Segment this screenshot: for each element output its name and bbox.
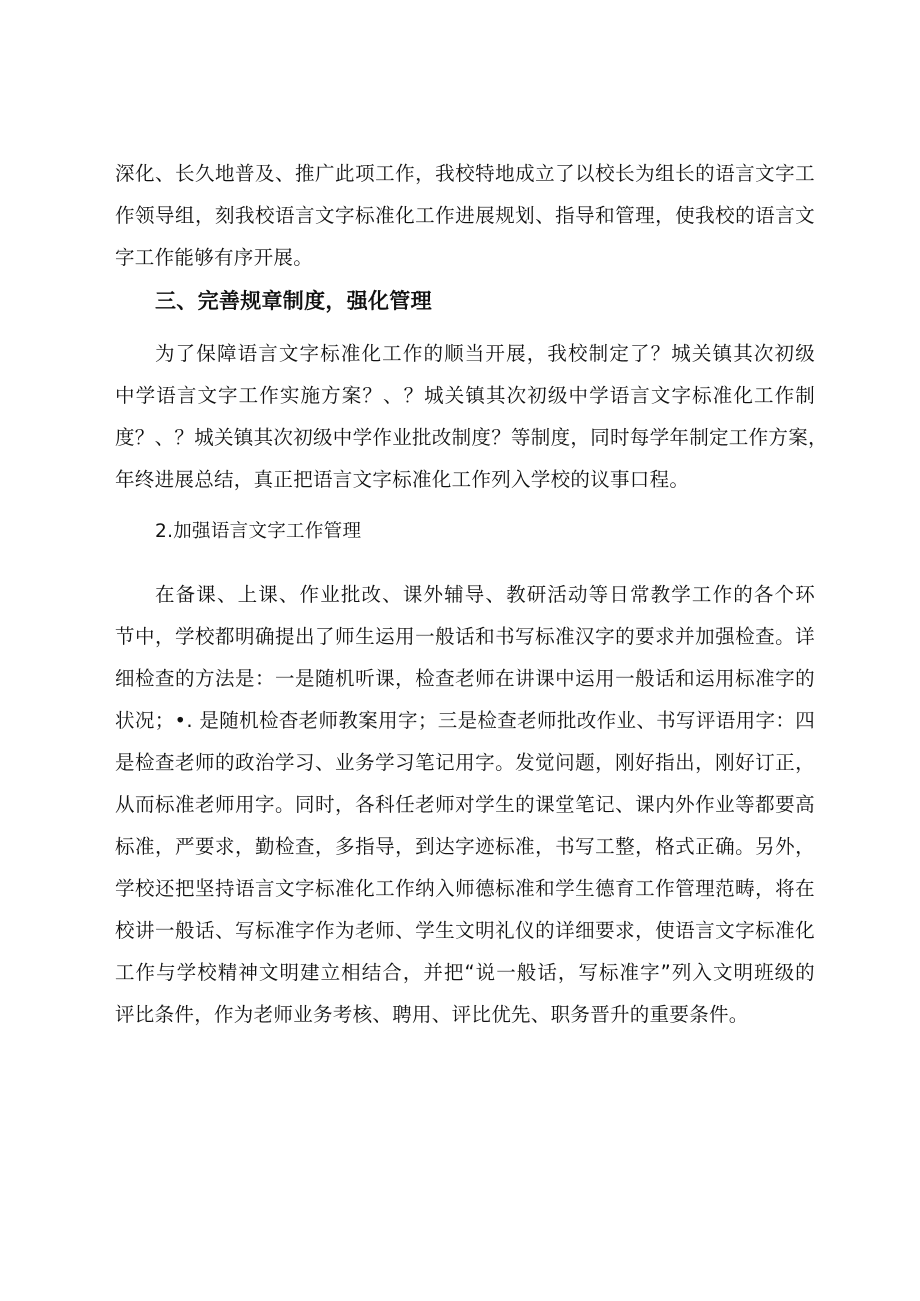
para3-line-5: 是检查老师的政治学习、业务学习笔记用字。发觉问题，刚好指出，刚好订正，	[115, 751, 815, 774]
para2-line-4: 年终进展总结，真正把语言文字标准化工作列入学校的议事口程。	[115, 468, 690, 491]
para3-line-3: 细检查的方法是：一是随机听课，检查老师在讲课中运用一般话和运用标准字的	[115, 667, 815, 690]
subheading-2: 2.加强语言文字工作管理	[155, 521, 362, 542]
para3-line-7: 标准，严要求，勤检查，多指导，到达字迹标准，书写工整，格式正确。另外，	[115, 835, 815, 858]
para2-line-1: 为了保障语言文字标准化工作的顺当开展，我校制定了？城关镇其次初级	[155, 342, 815, 365]
section-heading-3: 三、完善规章制度，强化管理	[155, 289, 432, 313]
para3-line-6: 从而标准老师用字。同时，各科任老师对学生的课堂笔记、课内外作业等都要高	[115, 793, 815, 816]
para3-line-8: 学校还把坚持语言文字标准化工作纳入师德标准和学生德育工作管理范畴，将在	[115, 877, 815, 900]
para3-line-9: 校讲一般话、写标准字作为老师、学生文明礼仪的详细要求，使语言文字标准化	[115, 919, 815, 942]
para1-line-1: 深化、长久地普及、推广此项工作，我校特地成立了以校长为组长的语言文字工	[115, 162, 815, 185]
para2-line-2: 中学语言文字工作实施方案？、？城关镇其次初级中学语言文字标准化工作制	[115, 384, 815, 407]
para3-line-4: 状况；•. 是随机检杳老师教案用字；三是检查老师批改作业、书写评语用字：四	[115, 709, 815, 732]
para3-line-10: 工作与学校精神文明建立相结合，并把“说一般话，写标准字”列入文明班级的	[115, 961, 815, 984]
para1-line-3: 字工作能够有序开展。	[115, 246, 314, 269]
para2-line-3: 度？、？城关镇其次初级中学作业批改制度？等制度，同时每学年制定工作方案，	[115, 426, 828, 449]
para1-line-2: 作领导组，刻我校语言文字标准化工作进展规划、指导和管理，使我校的语言文	[115, 204, 815, 227]
para3-line-11: 评比条件，作为老师业务考核、聘用、评比优先、职务晋升的重要条件。	[115, 1003, 749, 1026]
para3-line-2: 节中，学校都明确提出了师生运用一般话和书写标准汉字的要求并加强检查。详	[115, 625, 815, 648]
para3-line-1: 在备课、上课、作业批改、课外辅导、教研活动等日常教学工作的各个环	[155, 583, 815, 606]
